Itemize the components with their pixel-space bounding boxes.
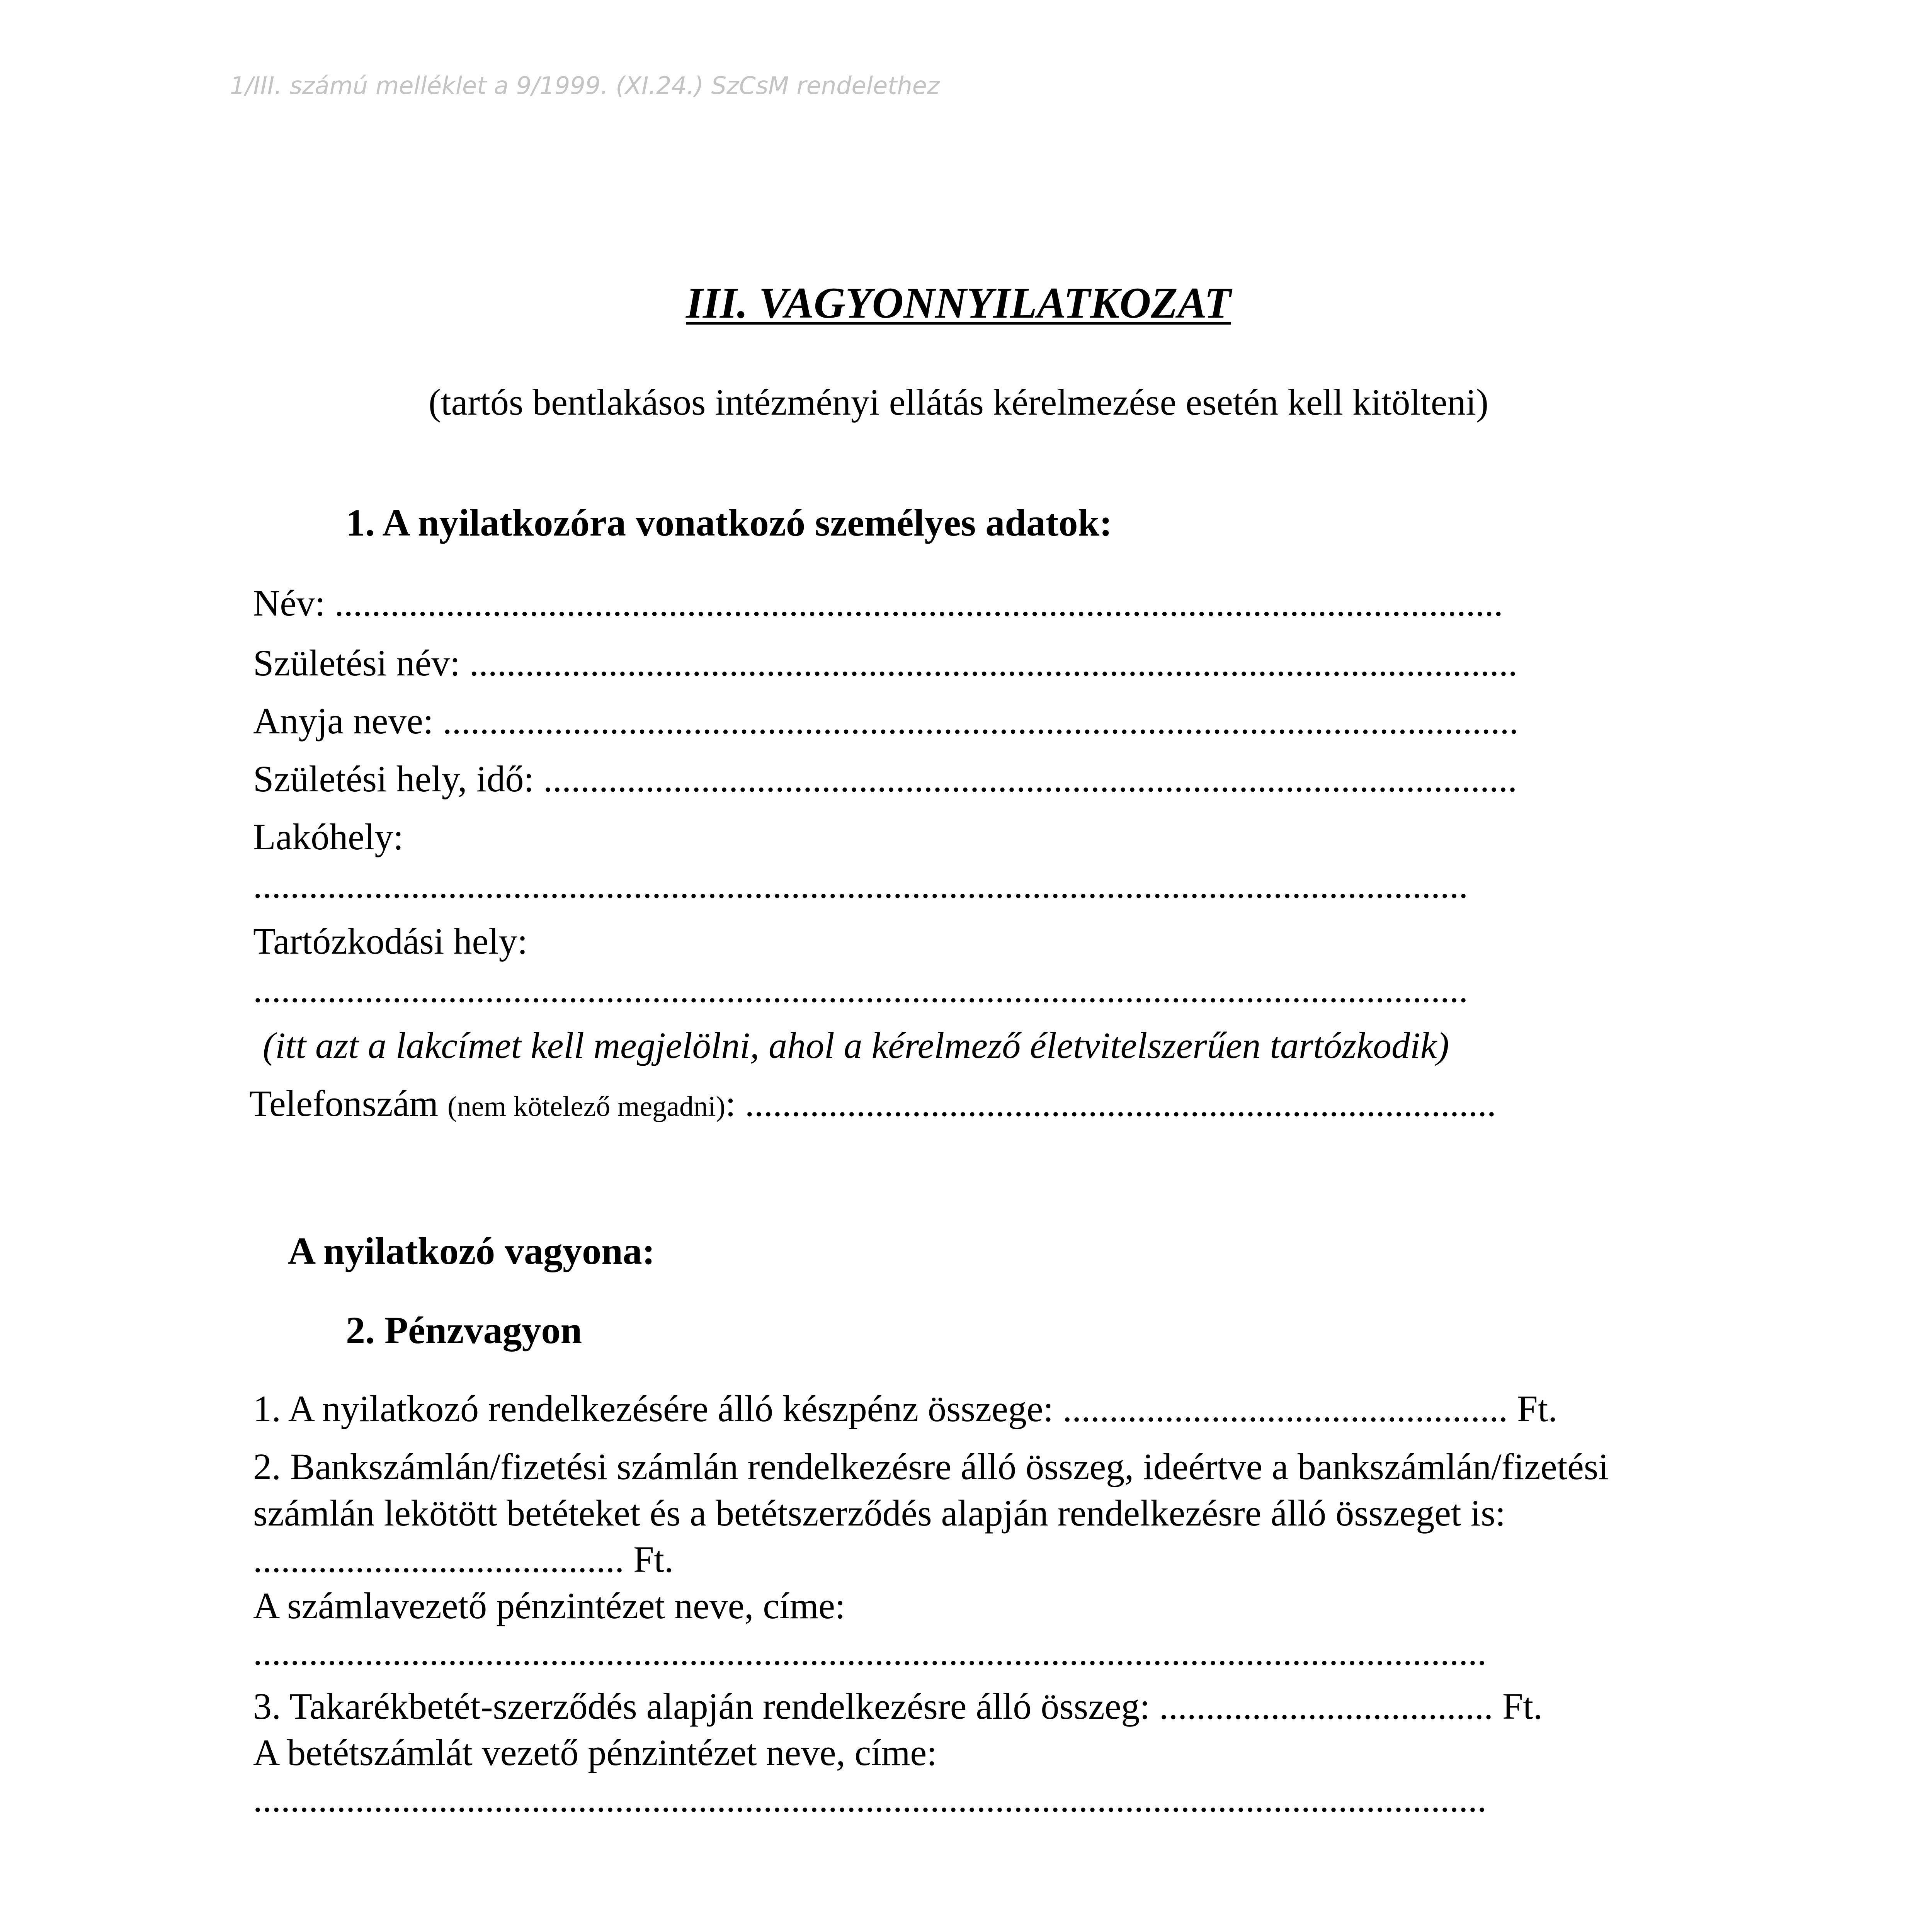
phone-field [249,1082,1496,1125]
address-note: (itt azt a lakcímet kell megjelölni, ahol a kérelmező életvitelszerűen tartózkodik) [263,1025,1449,1066]
page-title: III. VAGYONNYILATKOZAT [686,279,1231,327]
birth-place-date-field: Születési hely, idő: ......................................................................................................... [253,758,1517,799]
section1-heading: 1. A nyilatkozóra vonatkozó személyes adatok: [346,501,1112,544]
mother-name-field: Anyja neve: .................................................................................................................... [253,700,1519,742]
name-field: Név: .............................................................................................................................. [253,582,1503,624]
header-note: 1/III. számú melléklet a 9/1999. (XI.24.) SzCsM rendelethez [230,71,940,100]
bank-institution-label: A számlavezető pénzintézet neve, címe: [253,1585,845,1626]
residence-label: Lakóhely: [253,816,404,857]
phone-optional-note: (nem kötelező megadni) [447,1091,726,1122]
page-subtitle: (tartós bentlakásos intézményi ellátás kérelmezése esetén kell kitölteni) [429,381,1488,423]
savings-institution-line: ..................................................................................................................................... [253,1778,1487,1820]
bank-institution-line: ..................................................................................................................................... [253,1631,1487,1673]
stay-place-label: Tartózkodási hely: [253,920,528,962]
bank-amount-field: ........................................ Ft. [253,1539,674,1580]
phone-line: : ................................................................................. [725,1083,1496,1124]
bank-line-2: számlán lekötött betéteket és a betétszerződés alapján rendelkezésre álló összeget is: [253,1492,1506,1534]
bank-line-1: 2. Bankszámlán/fizetési számlán rendelkezésre álló összeg, ideértve a bankszámlán/fizetési [253,1446,1609,1487]
stay-place-line: ................................................................................................................................... [253,969,1468,1010]
savings-field: 3. Takarékbetét-szerződés alapján rendelkezésre álló összeg: .................................... Ft. [253,1685,1543,1727]
residence-line: ................................................................................................................................... [253,864,1468,906]
cash-field: 1. A nyilatkozó rendelkezésére álló készpénz összege: ................................................ Ft. [253,1388,1558,1429]
assets-heading: A nyilatkozó vagyona: [288,1230,655,1272]
section2-heading: 2. Pénzvagyon [346,1309,582,1352]
phone-label: Telefonszám [249,1083,439,1124]
birth-name-field: Születési név: ................................................................................................................. [253,642,1517,684]
savings-institution-label: A betétszámlát vezető pénzintézet neve, címe: [253,1732,937,1773]
